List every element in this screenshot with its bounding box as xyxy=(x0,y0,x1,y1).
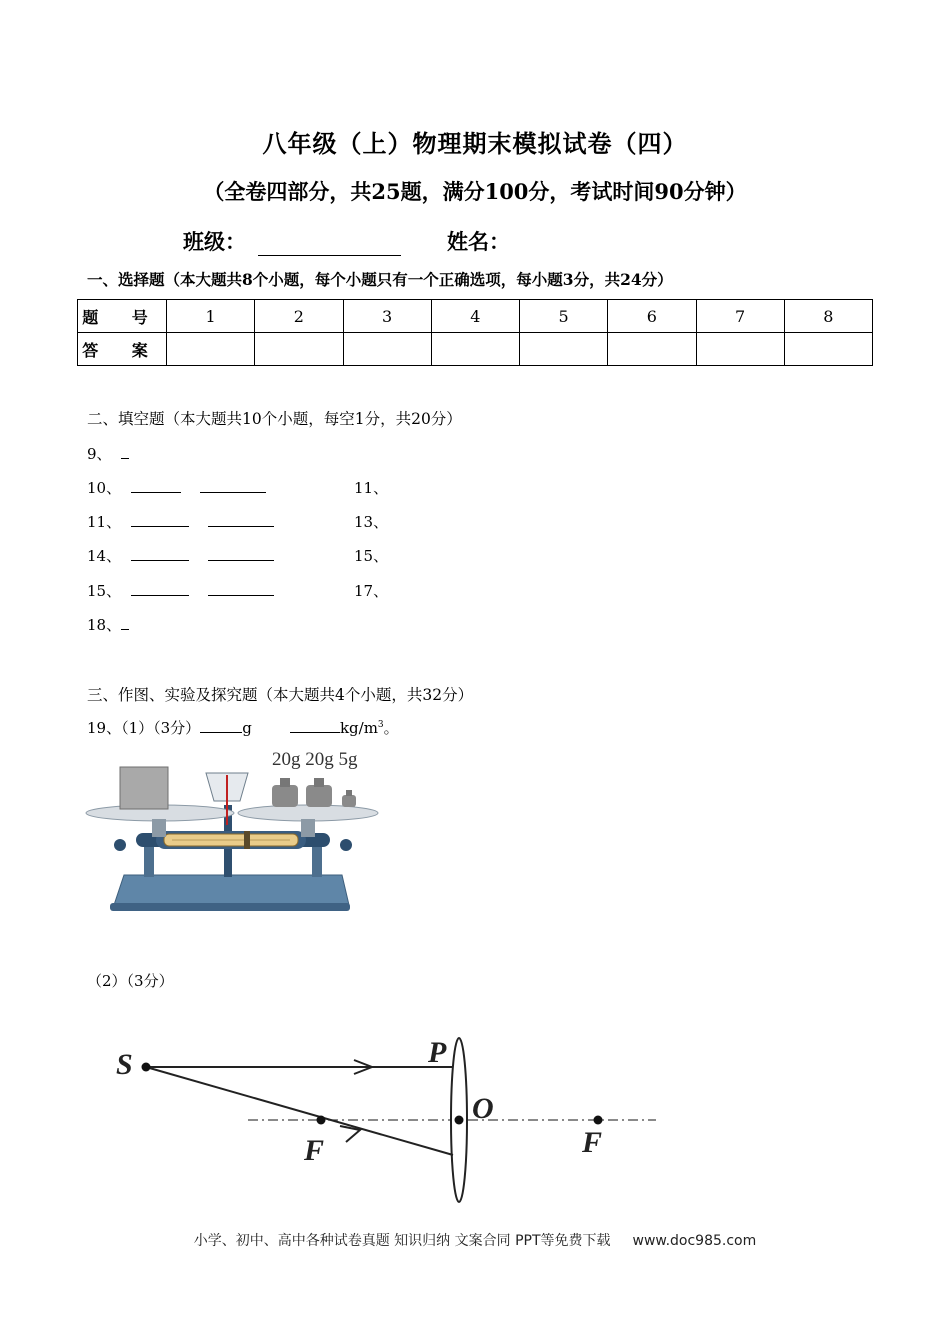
question-number-cell: 6 xyxy=(608,300,696,333)
point-s xyxy=(142,1063,151,1072)
label-s: S xyxy=(116,1048,133,1081)
fill-item-18: 18、 xyxy=(87,614,129,635)
fill-item-13: 13、 xyxy=(354,513,389,531)
student-info-line xyxy=(183,226,510,256)
answer-table-answer-row xyxy=(78,333,873,366)
fill-item-15-right: 15、 xyxy=(354,547,389,565)
convex-lens-diagram-icon xyxy=(108,1030,668,1206)
fill-item-15: 15、 xyxy=(87,580,274,601)
class-label: 班级： xyxy=(183,229,246,254)
weights-label: 20g 20g 5g xyxy=(272,749,358,770)
label-f-right: F xyxy=(582,1126,603,1159)
answer-blank[interactable] xyxy=(131,478,181,493)
question-number-cell: 3 xyxy=(343,300,431,333)
answer-blank[interactable] xyxy=(200,478,266,493)
answer-blank[interactable] xyxy=(208,546,274,561)
label-f-left: F xyxy=(304,1134,325,1167)
optical-center-point xyxy=(455,1116,464,1125)
label-p: P xyxy=(428,1036,447,1069)
answer-cell[interactable] xyxy=(608,333,696,366)
question-number-cell: 4 xyxy=(431,300,519,333)
focus-left-point xyxy=(317,1116,326,1125)
question-19-part2: （2）（3分） xyxy=(87,972,174,990)
fill-item-10: 10、 xyxy=(87,477,266,498)
section3-heading: 三、作图、实验及探究题（本大题共4个小题，共32分） xyxy=(87,686,474,704)
answer-blank[interactable] xyxy=(131,581,189,596)
mass-blank[interactable] xyxy=(200,718,242,733)
section2-heading: 二、填空题（本大题共10个小题，每空1分，共20分） xyxy=(87,410,462,428)
answer-table xyxy=(77,299,873,366)
question-19-part1: 19、（1）（3分） g $kg/m^3$。 xyxy=(87,719,399,737)
fill-item-11-right: 11、 xyxy=(354,479,389,497)
fill-item-17: 17、 xyxy=(354,582,389,600)
row-label-number: 题 号 xyxy=(78,300,167,333)
question-number-cell: 1 xyxy=(167,300,255,333)
density-blank[interactable] xyxy=(290,718,340,733)
footer-text: 小学、初中、高中各种试卷真题 知识归纳 文案合同 PPT等免费下载 xyxy=(193,1233,611,1249)
name-label: 姓名： xyxy=(447,229,510,254)
answer-cell[interactable] xyxy=(520,333,608,366)
answer-blank[interactable] xyxy=(131,546,189,561)
answer-cell[interactable] xyxy=(696,333,784,366)
answer-blank[interactable] xyxy=(121,615,129,630)
paper-subtitle: （全卷四部分，共25题，满分100分，考试时间90分钟） xyxy=(203,179,747,204)
question-number-cell: 8 xyxy=(784,300,872,333)
balance-illustration xyxy=(84,745,384,915)
answer-cell[interactable] xyxy=(343,333,431,366)
label-o: O xyxy=(472,1092,494,1125)
section1-heading: 一、选择题（本大题共8个小题，每个小题只有一个正确选项，每小题3分，共24分） xyxy=(87,270,673,289)
paper-title: 八年级（上）物理期末模拟试卷（四） xyxy=(262,129,688,158)
answer-blank[interactable] xyxy=(208,512,274,527)
answer-table-number-row xyxy=(78,300,873,333)
fill-item-9: 9、 xyxy=(87,443,129,464)
fill-item-14: 14、 xyxy=(87,545,274,566)
page-footer xyxy=(0,1230,950,1250)
answer-blank[interactable] xyxy=(131,512,189,527)
answer-blank[interactable] xyxy=(208,581,274,596)
balance-scale-icon xyxy=(84,745,384,915)
lens-ray-diagram xyxy=(108,1030,668,1206)
row-label-answer: 答 案 xyxy=(78,333,167,366)
question-number-cell: 7 xyxy=(696,300,784,333)
answer-blank[interactable] xyxy=(121,444,129,459)
answer-cell[interactable] xyxy=(431,333,519,366)
focus-right-point xyxy=(594,1116,603,1125)
footer-url[interactable]: www.doc985.com xyxy=(632,1233,757,1249)
answer-cell[interactable] xyxy=(255,333,343,366)
question-number-cell: 5 xyxy=(520,300,608,333)
question-number-cell: 2 xyxy=(255,300,343,333)
class-blank[interactable] xyxy=(258,233,401,256)
fill-item-11: 11、 xyxy=(87,511,274,532)
answer-cell[interactable] xyxy=(167,333,255,366)
answer-cell[interactable] xyxy=(784,333,872,366)
